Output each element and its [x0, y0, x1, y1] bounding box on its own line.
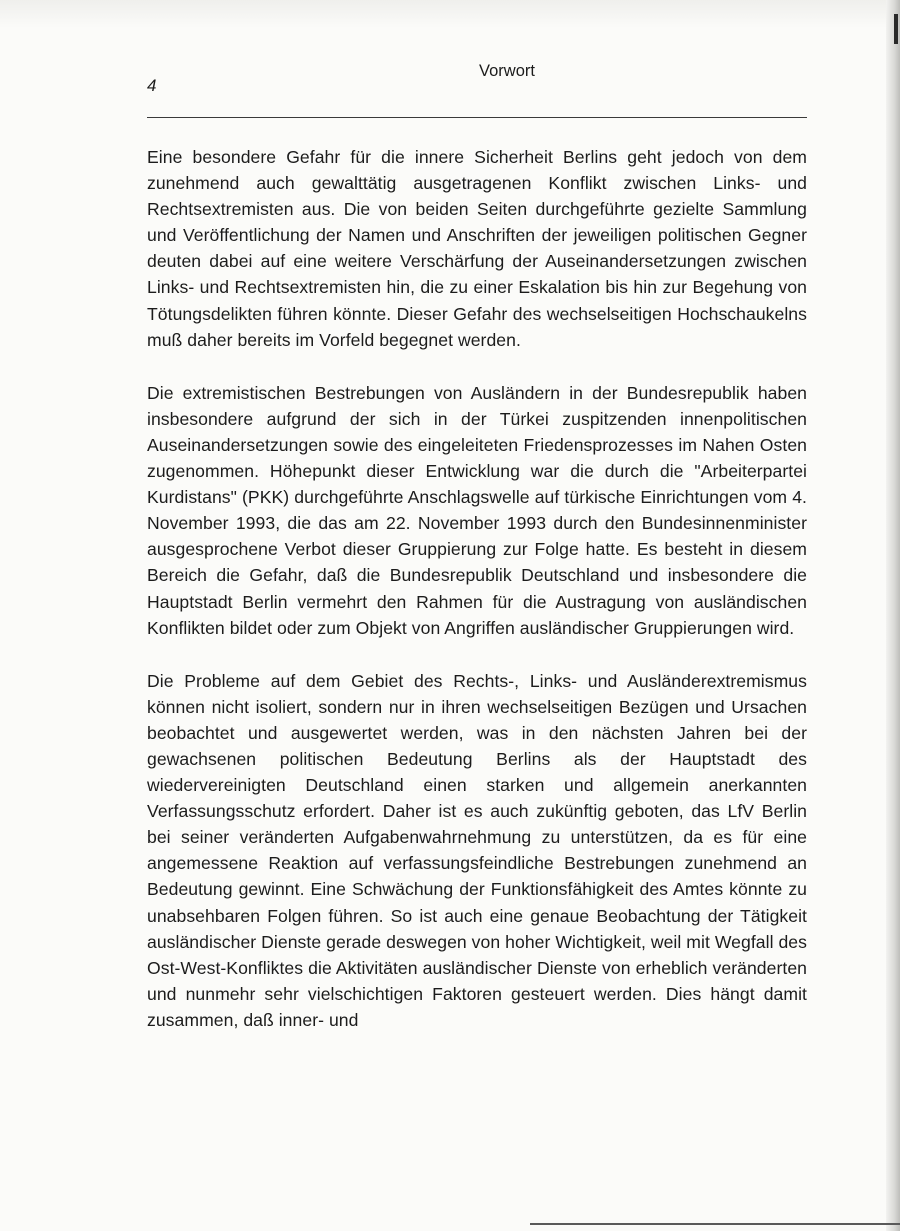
document-page — [147, 0, 807, 1030]
header-rule — [147, 117, 807, 118]
page-number: 4 — [147, 76, 157, 95]
paragraph-3: Die Probleme auf dem Gebiet des Rechts-, Links- und Ausländerextremismus können nicht isoliert, sondern nur in ihren wechselseitigen Bezügen und Ursachen beobachtet und ausgewertet werden, was in den nächsten Jahren bei der gewachsenen politischen Bedeutung Berlins als der Hauptstadt des wiedervereinigten Deutschland einen starken und allgemein anerkannten Verfassungsschutz erfordert. Daher ist es auch zukünftig geboten, das LfV Berlin bei seiner veränderten Aufgabenwahrnehmung zu unterstützen, da es für eine angemessene Reaktion auf verfassungsfeindliche Bestrebungen zunehmend an Bedeutung gewinnt. Eine Schwächung der Funktionsfähigkeit des Amtes könnte zu unabsehbaren Folgen führen. So ist auch eine genaue Beobachtung der Tätigkeit ausländischer Dienste gerade deswegen von hoher Wichtigkeit, weil mit Wegfall des Ost-West-Konfliktes die Aktivitäten ausländischer Dienste von erheblich veränderten und nunmehr sehr vielschichtigen Faktoren gesteuert werden. Dies hängt damit zusammen, daß inner- und — [147, 670, 807, 1030]
scan-bottom-line — [530, 1223, 900, 1225]
scan-right-edge — [886, 0, 900, 1231]
paragraph-1: Eine besondere Gefahr für die innere Sicherheit Berlins geht jedoch von dem zunehmend auch gewalttätig ausgetragenen Konflikt zwischen Links- und Rechtsextremisten aus. Die von beiden Seiten durchgeführte gezielte Sammlung und Veröffentlichung der Namen und Anschriften der jeweiligen politischen Gegner deuten dabei auf eine weitere Verschärfung der Auseinandersetzungen zwischen Links- und Rechtsextremisten hin, die zu einer Eskalation bis hin zur Begehung von Tötungsdelikten führen könnte. Dieser Gefahr des wechselseitigen Hochschaukelns muß daher bereits im Vorfeld begegnet werden. — [147, 147, 807, 350]
paragraph-2: Die extremistischen Bestrebungen von Ausländern in der Bundesrepublik haben insbesondere aufgrund der sich in der Türkei zuspitzenden innenpolitischen Auseinandersetzungen sowie des eingeleiteten Friedensprozesses im Nahen Osten zugenommen. Höhepunkt dieser Entwicklung war die durch die "Arbeiterpartei Kurdistans" (PKK) durchgeführte Anschlagswelle auf türkische Einrichtungen vom 4. November 1993, die das am 22. November 1993 durch den Bundesinnenminister ausgesprochene Verbot dieser Gruppierung zur Folge hatte. Es besteht in diesem Bereich die Gefahr, daß die Bundesrepublik Deutschland und insbesondere die Hauptstadt Berlin vermehrt den Rahmen für die Austragung von ausländischen Konflikten bildet oder zum Objekt von Angriffen ausländischer Gruppierungen wird. — [147, 382, 807, 638]
scan-edge-mark — [894, 14, 898, 44]
page-header — [147, 0, 807, 118]
body-text — [147, 144, 807, 1060]
running-title: Vorwort — [479, 62, 535, 80]
